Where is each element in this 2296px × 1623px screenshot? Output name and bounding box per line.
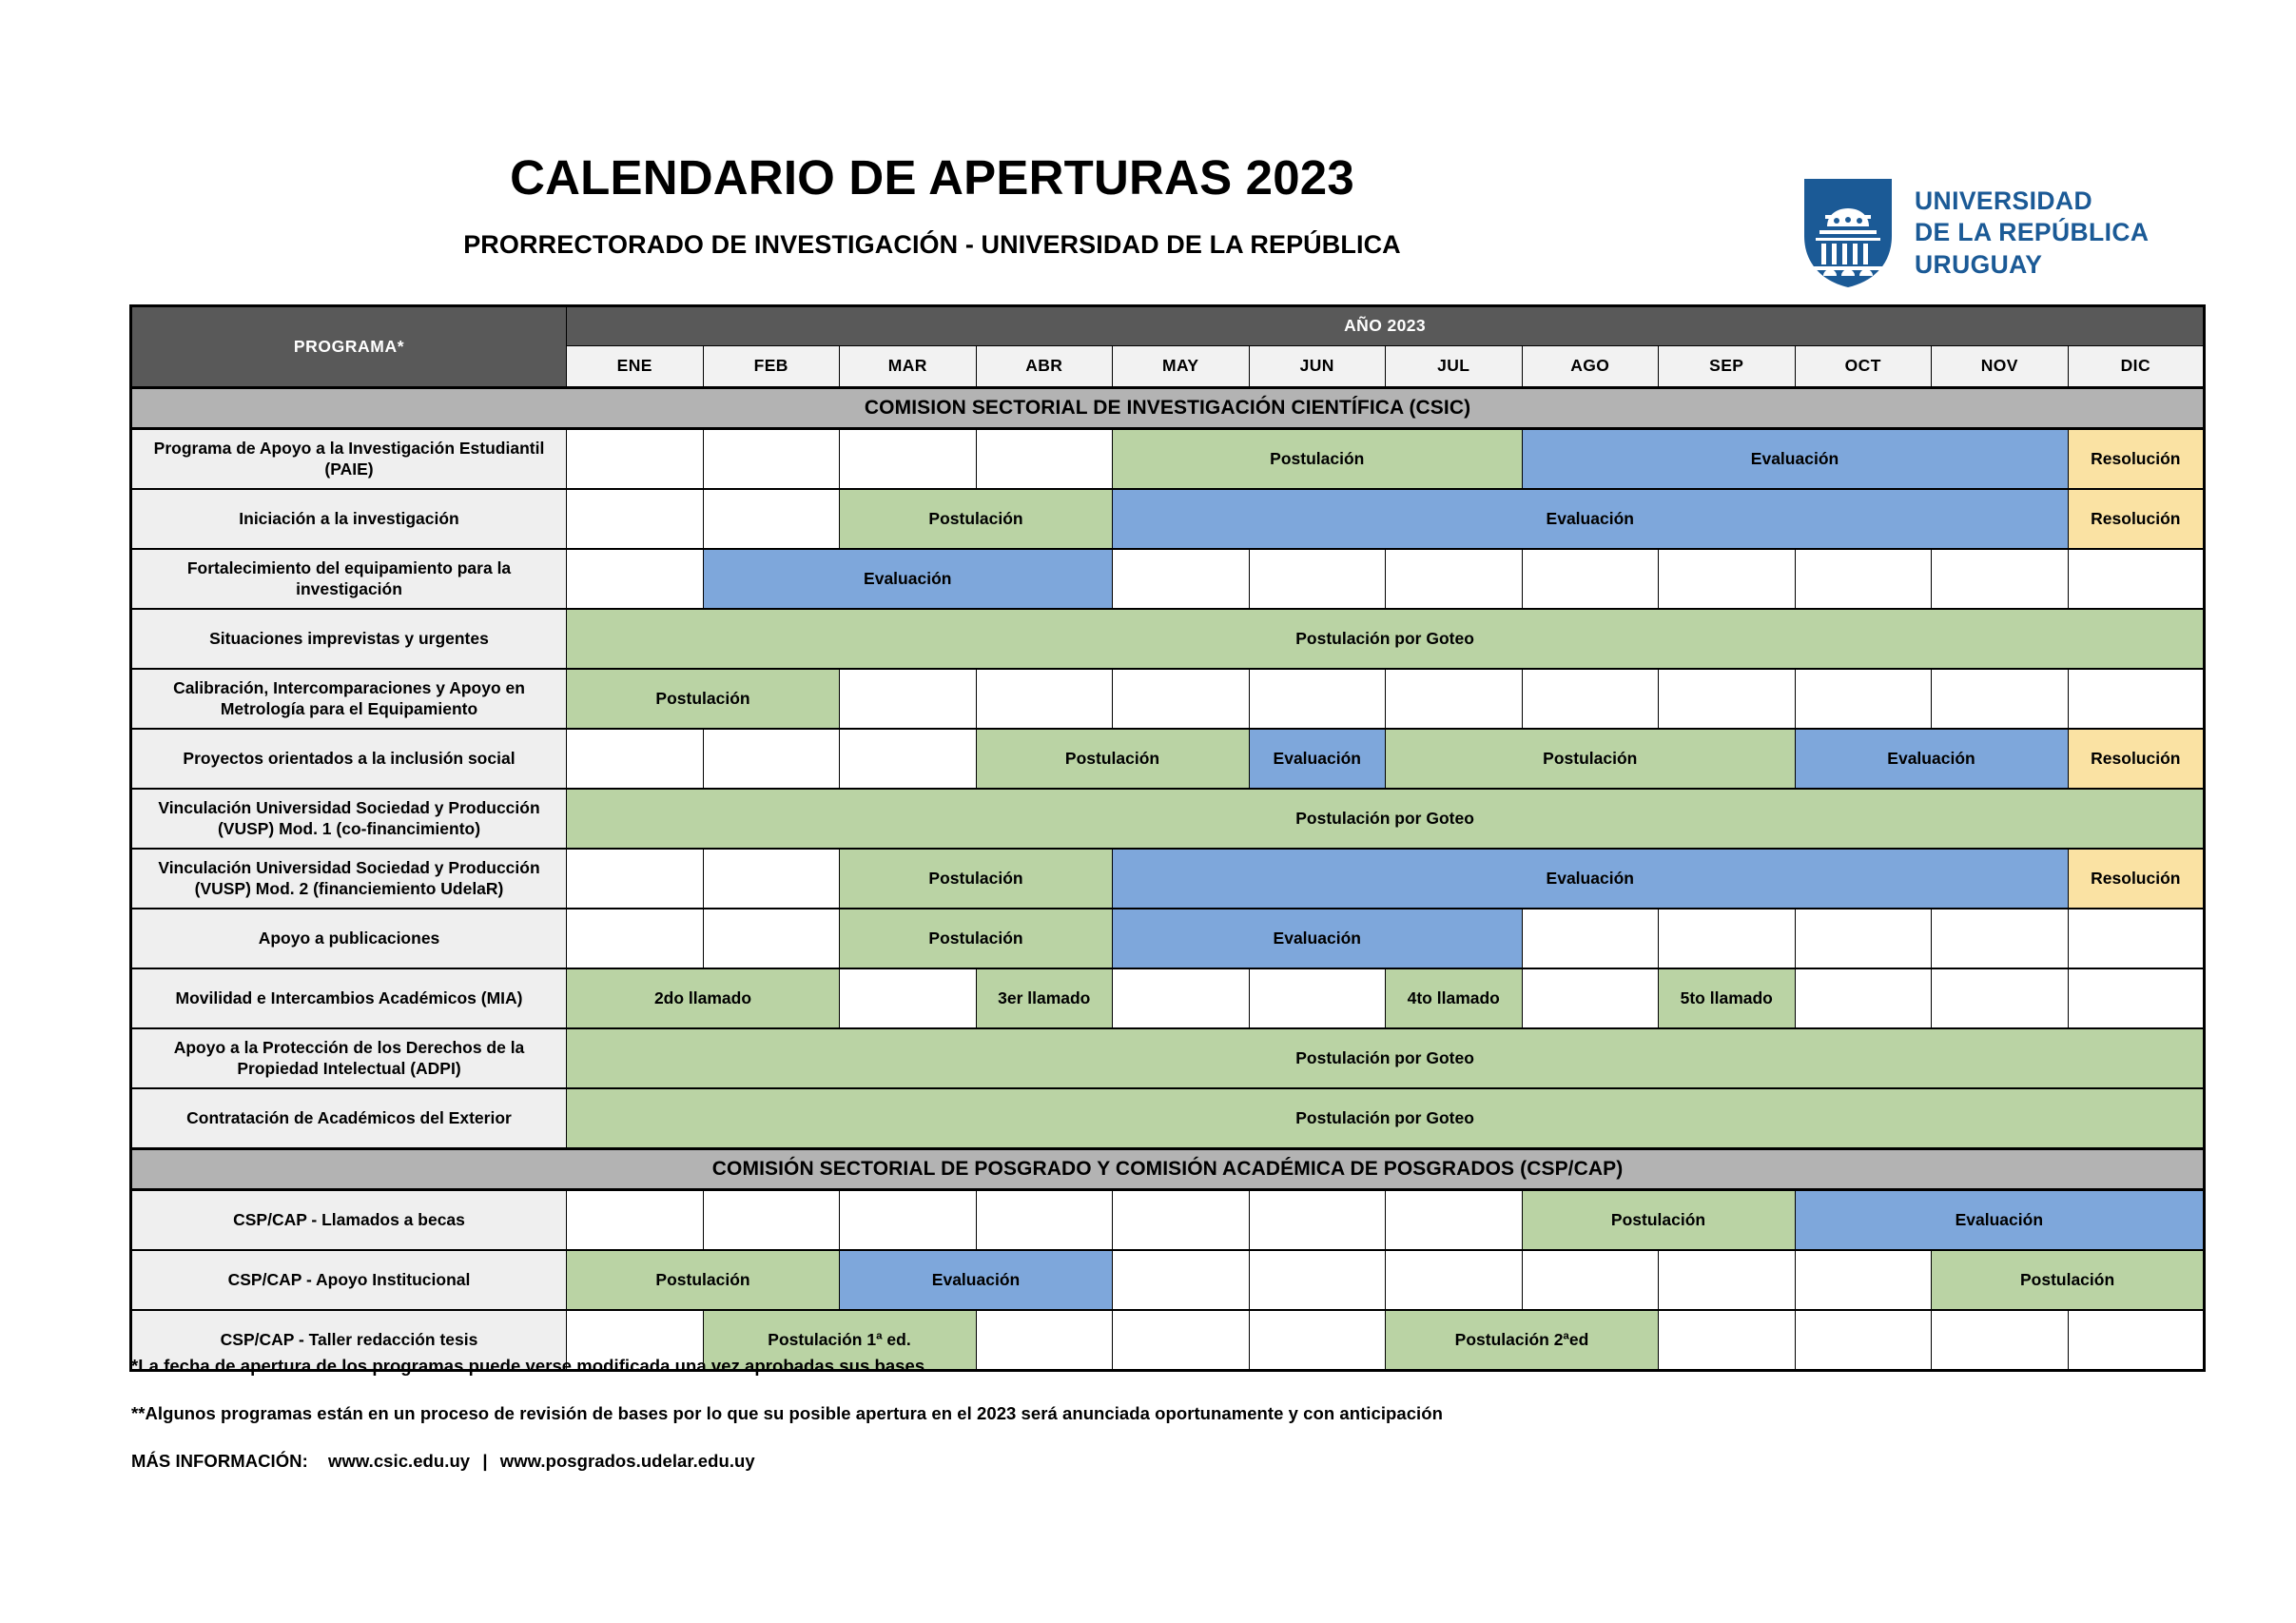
schedule-bar: Resolución bbox=[2068, 729, 2205, 789]
table-row bbox=[131, 1250, 2205, 1310]
section-title: COMISIÓN SECTORIAL DE POSGRADO Y COMISIÓN ACADÉMICA DE POSGRADOS (CSP/CAP) bbox=[131, 1149, 2205, 1190]
schedule-bar: Postulación bbox=[1386, 729, 1796, 789]
empty-cell bbox=[703, 429, 840, 490]
month-header-jun: JUN bbox=[1249, 346, 1386, 388]
empty-cell bbox=[703, 1190, 840, 1251]
empty-cell bbox=[1522, 549, 1659, 609]
empty-cell bbox=[703, 849, 840, 909]
program-name: Apoyo a publicaciones bbox=[131, 909, 567, 968]
program-name: Proyectos orientados a la inclusión social bbox=[131, 729, 567, 789]
month-header-abr: ABR bbox=[976, 346, 1113, 388]
empty-cell bbox=[976, 1190, 1113, 1251]
program-name: Vinculación Universidad Sociedad y Producción (VUSP) Mod. 2 (financiemiento UdelaR) bbox=[131, 849, 567, 909]
more-info-label: MÁS INFORMACIÓN: bbox=[131, 1451, 308, 1471]
schedule-bar: Evaluación bbox=[1249, 729, 1386, 789]
month-header-ago: AGO bbox=[1522, 346, 1659, 388]
schedule-bar: Postulación bbox=[840, 909, 1113, 968]
schedule-bar: Postulación bbox=[567, 1250, 840, 1310]
empty-cell bbox=[2068, 968, 2205, 1028]
empty-cell bbox=[1659, 549, 1796, 609]
csic-link[interactable]: www.csic.edu.uy bbox=[328, 1451, 471, 1471]
empty-cell bbox=[703, 489, 840, 549]
table-row bbox=[131, 429, 2205, 490]
empty-cell bbox=[567, 489, 704, 549]
link-separator: | bbox=[482, 1451, 488, 1471]
empty-cell bbox=[1249, 1250, 1386, 1310]
schedule-bar: 4to llamado bbox=[1386, 968, 1523, 1028]
table-row bbox=[131, 549, 2205, 609]
empty-cell bbox=[976, 669, 1113, 729]
schedule-bar: Resolución bbox=[2068, 849, 2205, 909]
table-row bbox=[131, 968, 2205, 1028]
empty-cell bbox=[567, 849, 704, 909]
table-row bbox=[131, 729, 2205, 789]
program-name: Calibración, Intercomparaciones y Apoyo en Metrología para el Equipamiento bbox=[131, 669, 567, 729]
logo-line-3: URUGUAY bbox=[1915, 249, 2043, 279]
empty-cell bbox=[567, 1190, 704, 1251]
schedule-bar: Resolución bbox=[2068, 489, 2205, 549]
empty-cell bbox=[1522, 968, 1659, 1028]
empty-cell bbox=[840, 1190, 977, 1251]
empty-cell bbox=[567, 549, 704, 609]
table-row bbox=[131, 789, 2205, 849]
program-name: Situaciones imprevistas y urgentes bbox=[131, 609, 567, 669]
empty-cell bbox=[1249, 1190, 1386, 1251]
table-row bbox=[131, 609, 2205, 669]
empty-cell bbox=[976, 429, 1113, 490]
schedule-bar: Evaluación bbox=[1795, 1190, 2205, 1251]
program-name: Movilidad e Intercambios Académicos (MIA) bbox=[131, 968, 567, 1028]
section-header-row bbox=[131, 388, 2205, 429]
schedule-bar: Postulación bbox=[840, 489, 1113, 549]
empty-cell bbox=[1522, 669, 1659, 729]
empty-cell bbox=[1932, 669, 2069, 729]
program-column-header: PROGRAMA* bbox=[131, 306, 567, 388]
table-row bbox=[131, 909, 2205, 968]
table-row bbox=[131, 849, 2205, 909]
schedule-bar: Postulación bbox=[1113, 429, 1523, 490]
empty-cell bbox=[1795, 669, 1932, 729]
more-info-line bbox=[131, 1451, 2033, 1472]
empty-cell bbox=[2068, 909, 2205, 968]
empty-cell bbox=[703, 909, 840, 968]
schedule-bar: Evaluación bbox=[1113, 909, 1523, 968]
table-body bbox=[131, 388, 2205, 1371]
empty-cell bbox=[1659, 1250, 1796, 1310]
schedule-bar: Evaluación bbox=[840, 1250, 1113, 1310]
month-header-oct: OCT bbox=[1795, 346, 1932, 388]
empty-cell bbox=[1113, 1190, 1250, 1251]
empty-cell bbox=[567, 729, 704, 789]
empty-cell bbox=[1249, 549, 1386, 609]
empty-cell bbox=[1659, 909, 1796, 968]
footnote-2: **Algunos programas están en un proceso de revisión de bases por lo que su posible apertura en el 2023 será anunciada oportunamente y con anticipación bbox=[131, 1403, 1443, 1423]
title-block bbox=[124, 152, 1741, 260]
program-name: Programa de Apoyo a la Investigación Estudiantil (PAIE) bbox=[131, 429, 567, 490]
month-header-ene: ENE bbox=[567, 346, 704, 388]
header-row-top bbox=[131, 306, 2205, 346]
program-name: CSP/CAP - Llamados a becas bbox=[131, 1190, 567, 1251]
section-title: COMISION SECTORIAL DE INVESTIGACIÓN CIENTÍFICA (CSIC) bbox=[131, 388, 2205, 429]
month-header-dic: DIC bbox=[2068, 346, 2205, 388]
schedule-bar: Postulación 2ªed bbox=[1386, 1310, 1659, 1371]
schedule-bar: Evaluación bbox=[703, 549, 1113, 609]
empty-cell bbox=[1795, 1250, 1932, 1310]
table-row bbox=[131, 1028, 2205, 1088]
logo-line-1: UNIVERSIDAD bbox=[1915, 186, 2092, 215]
empty-cell bbox=[1249, 968, 1386, 1028]
page-subtitle: PRORRECTORADO DE INVESTIGACIÓN - UNIVERSIDAD DE LA REPÚBLICA bbox=[463, 229, 1401, 259]
empty-cell bbox=[1522, 909, 1659, 968]
year-header: AÑO 2023 bbox=[567, 306, 2205, 346]
empty-cell bbox=[1932, 968, 2069, 1028]
month-header-jul: JUL bbox=[1386, 346, 1523, 388]
schedule-bar: Postulación bbox=[840, 849, 1113, 909]
empty-cell bbox=[1249, 669, 1386, 729]
empty-cell bbox=[1932, 549, 2069, 609]
schedule-bar: Postulación 1ª ed. bbox=[703, 1310, 976, 1371]
page-title: CALENDARIO DE APERTURAS 2023 bbox=[510, 150, 1354, 205]
table-row bbox=[131, 1190, 2205, 1251]
program-name: Iniciación a la investigación bbox=[131, 489, 567, 549]
table-row bbox=[131, 1088, 2205, 1149]
empty-cell bbox=[1113, 549, 1250, 609]
program-name: CSP/CAP - Taller redacción tesis bbox=[131, 1310, 567, 1371]
section-header-row bbox=[131, 1149, 2205, 1190]
table-head bbox=[131, 306, 2205, 388]
udelar-logo bbox=[1802, 177, 2149, 289]
empty-cell bbox=[567, 429, 704, 490]
empty-cell bbox=[703, 729, 840, 789]
calendar-table-wrapper bbox=[129, 304, 2203, 1372]
empty-cell bbox=[2068, 549, 2205, 609]
program-name: CSP/CAP - Apoyo Institucional bbox=[131, 1250, 567, 1310]
empty-cell bbox=[1795, 909, 1932, 968]
program-name: Fortalecimiento del equipamiento para la investigación bbox=[131, 549, 567, 609]
table-row bbox=[131, 669, 2205, 729]
schedule-bar: Postulación bbox=[1932, 1250, 2205, 1310]
schedule-bar: Resolución bbox=[2068, 429, 2205, 490]
empty-cell bbox=[1386, 549, 1523, 609]
month-header-mar: MAR bbox=[840, 346, 977, 388]
schedule-bar: 2do llamado bbox=[567, 968, 840, 1028]
empty-cell bbox=[840, 669, 977, 729]
empty-cell bbox=[1932, 909, 2069, 968]
schedule-bar: Postulación por Goteo bbox=[567, 1088, 2205, 1149]
empty-cell bbox=[567, 909, 704, 968]
empty-cell bbox=[840, 429, 977, 490]
program-name: Apoyo a la Protección de los Derechos de la Propiedad Intelectual (ADPI) bbox=[131, 1028, 567, 1088]
empty-cell bbox=[1386, 669, 1523, 729]
footnotes bbox=[131, 1356, 2033, 1498]
shield-icon bbox=[1802, 177, 1894, 289]
schedule-bar: Postulación bbox=[1522, 1190, 1795, 1251]
schedule-bar: Postulación bbox=[976, 729, 1249, 789]
schedule-bar: 5to llamado bbox=[1659, 968, 1796, 1028]
empty-cell bbox=[1386, 1250, 1523, 1310]
empty-cell bbox=[1795, 549, 1932, 609]
empty-cell bbox=[1386, 1190, 1523, 1251]
schedule-bar: Evaluación bbox=[1113, 849, 2069, 909]
empty-cell bbox=[2068, 1310, 2205, 1371]
schedule-bar: Evaluación bbox=[1522, 429, 2068, 490]
schedule-bar: Postulación por Goteo bbox=[567, 789, 2205, 849]
empty-cell bbox=[1113, 968, 1250, 1028]
month-header-sep: SEP bbox=[1659, 346, 1796, 388]
calendar-table bbox=[129, 304, 2206, 1372]
schedule-bar: 3er llamado bbox=[976, 968, 1113, 1028]
empty-cell bbox=[1113, 669, 1250, 729]
schedule-bar: Postulación bbox=[567, 669, 840, 729]
empty-cell bbox=[1522, 1250, 1659, 1310]
schedule-bar: Postulación por Goteo bbox=[567, 1028, 2205, 1088]
month-header-may: MAY bbox=[1113, 346, 1250, 388]
empty-cell bbox=[1113, 1250, 1250, 1310]
schedule-bar: Postulación por Goteo bbox=[567, 609, 2205, 669]
empty-cell bbox=[2068, 669, 2205, 729]
empty-cell bbox=[1795, 968, 1932, 1028]
logo-text bbox=[1915, 186, 2149, 281]
program-name: Vinculación Universidad Sociedad y Producción (VUSP) Mod. 1 (co-financimiento) bbox=[131, 789, 567, 849]
program-name: Contratación de Académicos del Exterior bbox=[131, 1088, 567, 1149]
empty-cell bbox=[840, 729, 977, 789]
table-row bbox=[131, 489, 2205, 549]
schedule-bar: Evaluación bbox=[1113, 489, 2069, 549]
posgrados-link[interactable]: www.posgrados.udelar.edu.uy bbox=[499, 1451, 755, 1471]
month-header-nov: NOV bbox=[1932, 346, 2069, 388]
empty-cell bbox=[1659, 669, 1796, 729]
empty-cell bbox=[840, 968, 977, 1028]
schedule-bar: Evaluación bbox=[1795, 729, 2068, 789]
month-header-feb: FEB bbox=[703, 346, 840, 388]
footnote-1: *La fecha de apertura de los programas puede verse modificada una vez aprobadas sus bases. bbox=[131, 1356, 930, 1376]
logo-line-2: DE LA REPÚBLICA bbox=[1915, 218, 2150, 247]
